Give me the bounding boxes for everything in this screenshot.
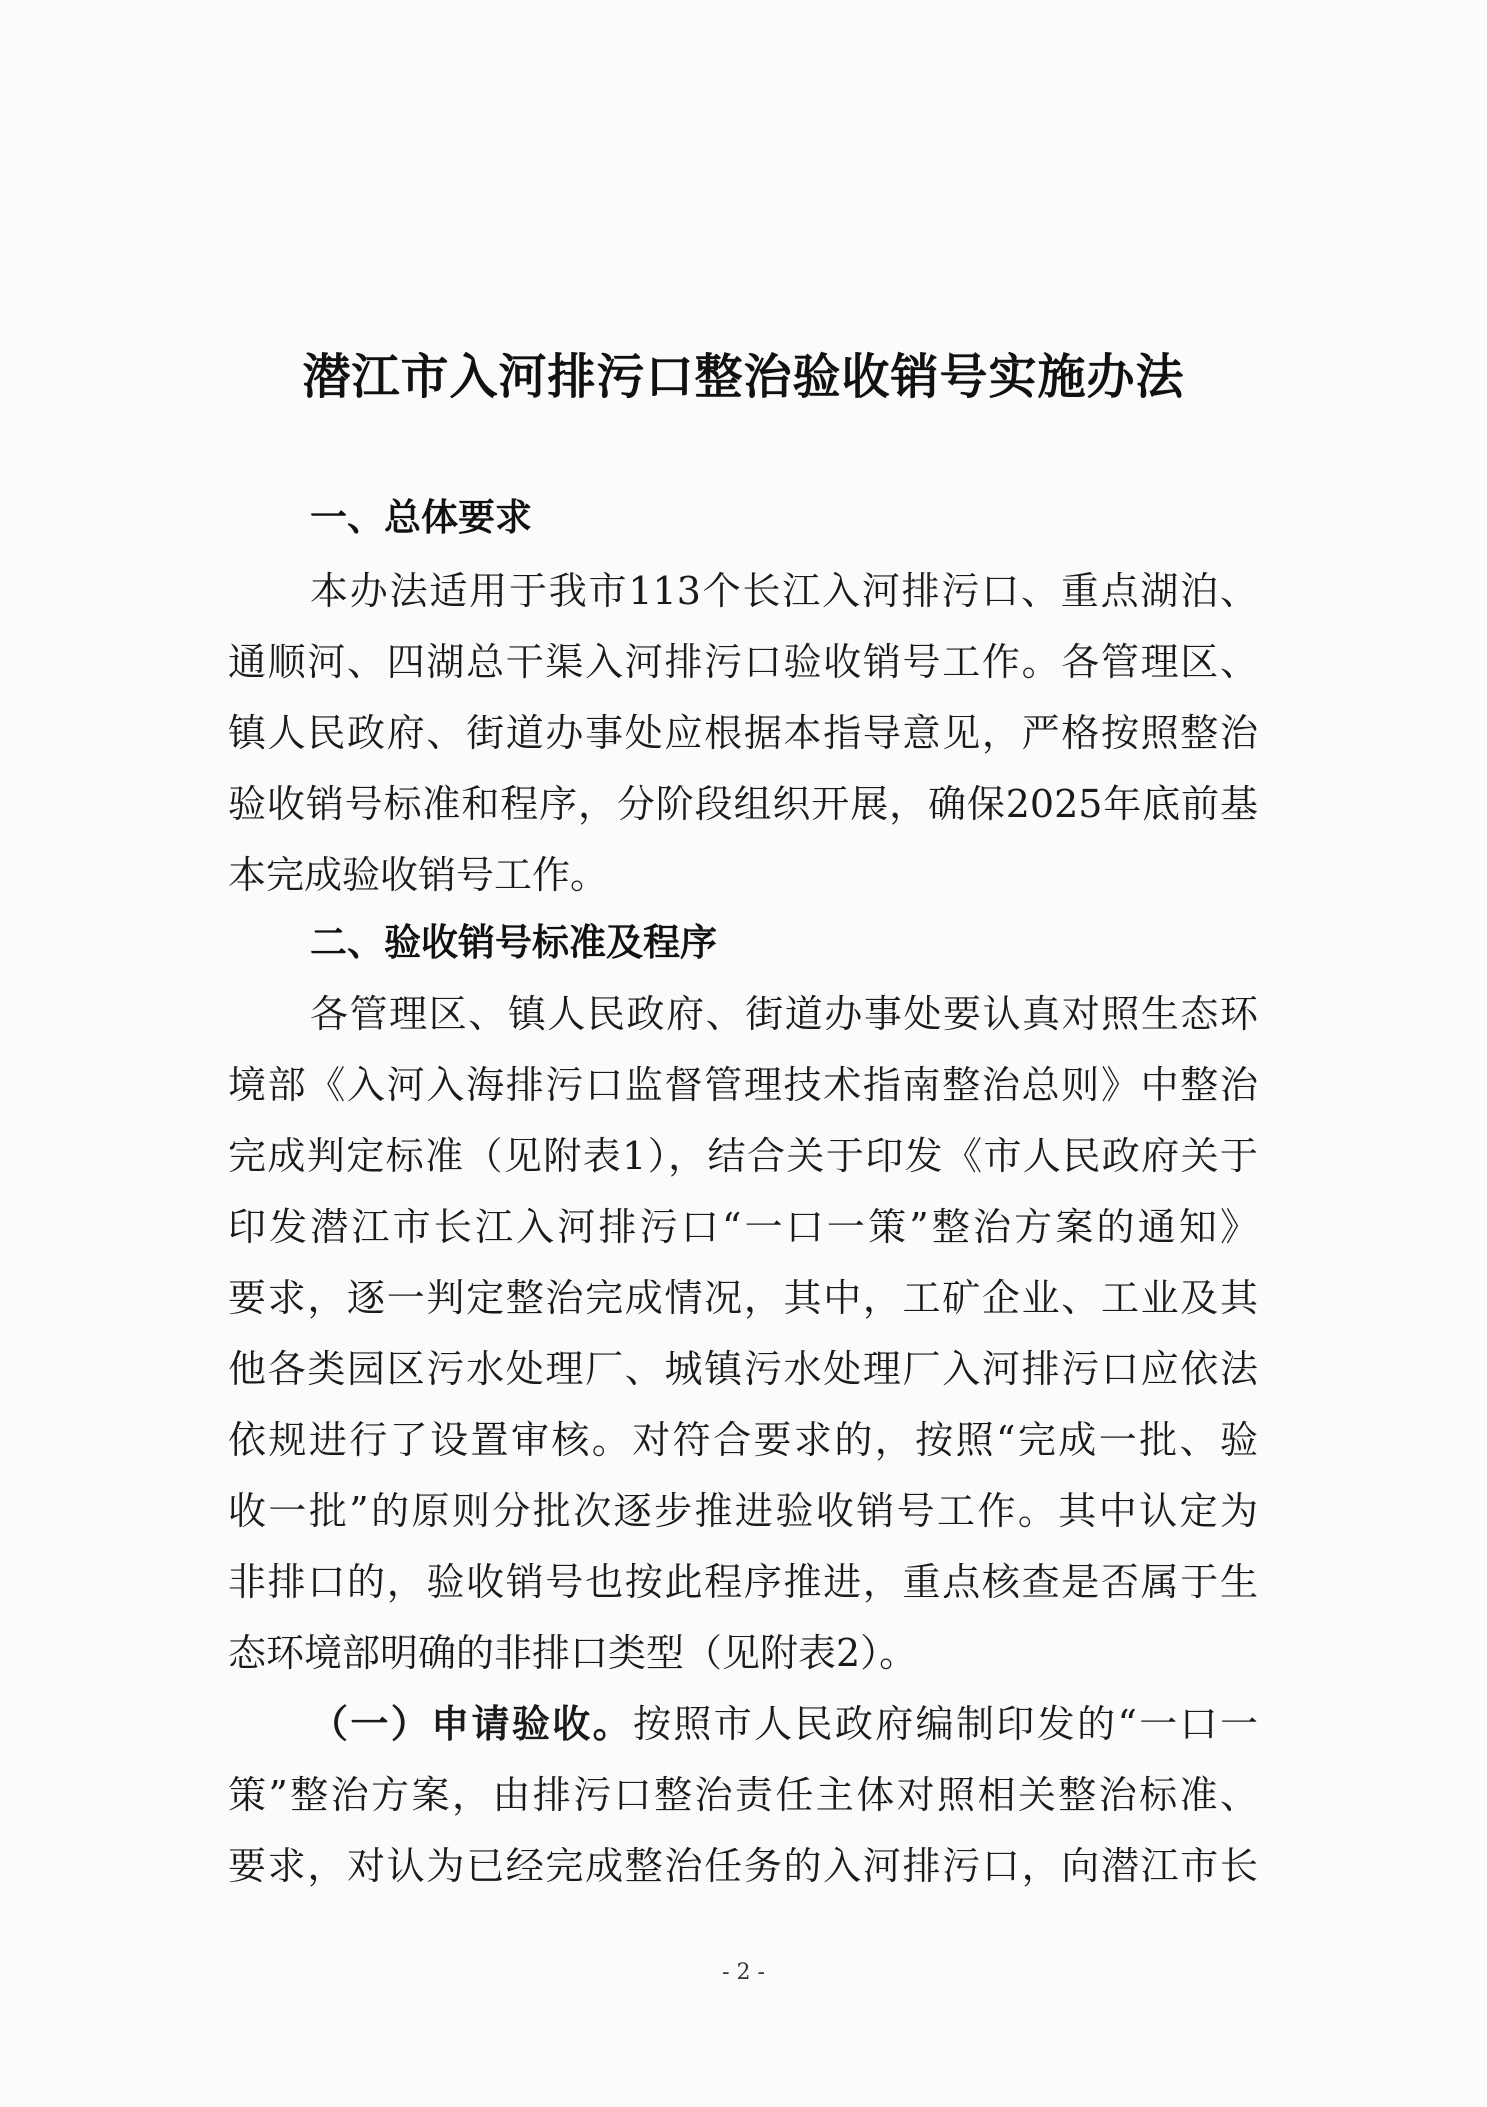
subsection-first-line-text: 按照市人民政府编制印发的“一口一 xyxy=(632,1702,1258,1746)
paragraph-line: 验收销号标准和程序，分阶段组织开展，确保2025年底前基 xyxy=(228,782,1258,826)
paragraph-line: 要求，对认为已经完成整治任务的入河排污口，向潜江市长 xyxy=(228,1844,1258,1888)
paragraph-line: 本完成验收销号工作。 xyxy=(228,853,609,897)
paragraph-line: 收一批”的原则分批次逐步推进验收销号工作。其中认定为 xyxy=(228,1489,1258,1533)
document-title: 潜江市入河排污口整治验收销号实施办法 xyxy=(302,349,1185,405)
paragraph-line: 镇人民政府、街道办事处应根据本指导意见，严格按照整治 xyxy=(228,711,1258,755)
paragraph-line: 他各类园区污水处理厂、城镇污水处理厂入河排污口应依法 xyxy=(228,1347,1258,1391)
subsection-label-apply-acceptance: （一）申请验收。 xyxy=(310,1702,633,1746)
paragraph-line: 完成判定标准（见附表1），结合关于印发《市人民政府关于 xyxy=(228,1134,1258,1178)
paragraph-line: 策”整治方案，由排污口整治责任主体对照相关整治标准、 xyxy=(228,1773,1258,1817)
paragraph-line: 要求，逐一判定整治完成情况，其中，工矿企业、工业及其 xyxy=(228,1276,1258,1320)
subsection-first-line xyxy=(310,1693,1258,1748)
paragraph-line: 非排口的，验收销号也按此程序推进，重点核查是否属于生 xyxy=(228,1560,1258,1604)
paragraph-line: 通顺河、四湖总干渠入河排污口验收销号工作。各管理区、 xyxy=(228,640,1258,684)
page-number: - 2 - xyxy=(722,1960,765,1985)
paragraph-line: 本办法适用于我市113个长江入河排污口、重点湖泊、 xyxy=(310,569,1258,613)
paragraph-line: 态环境部明确的非排口类型（见附表2）。 xyxy=(228,1631,918,1675)
paragraph-line: 印发潜江市长江入河排污口“一口一策”整治方案的通知》 xyxy=(228,1205,1258,1249)
paragraph-line: 依规进行了设置审核。对符合要求的，按照“完成一批、验 xyxy=(228,1418,1258,1462)
section-heading-standards-procedures: 二、验收销号标准及程序 xyxy=(310,921,717,964)
paragraph-line: 境部《入河入海排污口监督管理技术指南整治总则》中整治 xyxy=(228,1063,1258,1107)
paragraph-line: 各管理区、镇人民政府、街道办事处要认真对照生态环 xyxy=(310,992,1258,1036)
section-heading-general-requirements: 一、总体要求 xyxy=(310,496,532,539)
